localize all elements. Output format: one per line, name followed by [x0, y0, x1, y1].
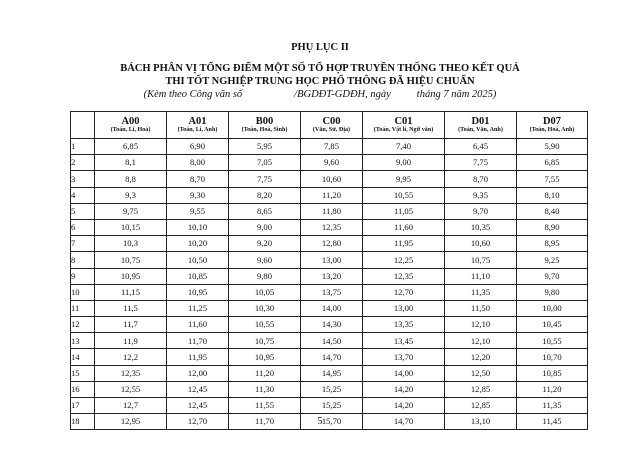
column-header-d07: [517, 112, 588, 139]
score-cell: 7,05: [229, 155, 301, 171]
score-cell: 10,30: [229, 300, 301, 316]
score-cell: 11,15: [95, 284, 167, 300]
score-cell: 10,20: [167, 236, 229, 252]
subtitle-part-2: /BGDĐT-GDĐH, ngày: [294, 89, 391, 100]
score-cell: 13,00: [363, 300, 445, 316]
score-cell: 10,55: [517, 333, 588, 349]
score-cell: 8,65: [229, 203, 301, 219]
score-cell: 12,25: [363, 252, 445, 268]
row-index: 8: [71, 252, 95, 268]
column-code: C00: [322, 116, 341, 128]
column-header-b00: [229, 112, 301, 139]
table-row: [71, 300, 588, 316]
column-code: B00: [255, 116, 274, 128]
row-index: 14: [71, 349, 95, 365]
column-subjects: (Toán, Hoá, Sinh): [241, 127, 288, 134]
score-cell: 11,5: [95, 300, 167, 316]
column-code: D07: [542, 116, 562, 128]
score-cell: 8,20: [229, 187, 301, 203]
score-cell: 12,50: [445, 365, 517, 381]
column-header-d01: [445, 112, 517, 139]
score-cell: 11,20: [229, 365, 301, 381]
score-cell: 8,00: [167, 155, 229, 171]
score-cell: 11,80: [301, 203, 363, 219]
table-row: [71, 381, 588, 397]
column-subjects: (Toán, Lí, Anh): [177, 127, 218, 134]
score-cell: 9,60: [301, 155, 363, 171]
score-cell: 7,75: [445, 155, 517, 171]
score-cell: 9,95: [363, 171, 445, 187]
document-title-line-2: THI TỐT NGHIỆP TRUNG HỌC PHỔ THÔNG ĐÃ HIỆU CHUẨN: [165, 76, 475, 87]
score-cell: 14,20: [363, 381, 445, 397]
score-cell: 10,60: [445, 236, 517, 252]
score-cell: 11,30: [229, 381, 301, 397]
column-subjects: (Văn, Sử, Địa): [312, 127, 351, 134]
row-index: 6: [71, 219, 95, 235]
score-cell: 10,10: [167, 219, 229, 235]
column-subjects: (Toán, Văn, Anh): [458, 127, 503, 134]
score-cell: 7,55: [517, 171, 588, 187]
score-cell: 12,70: [167, 414, 229, 430]
table-row: [71, 219, 588, 235]
score-cell: 10,85: [167, 268, 229, 284]
score-cell: 14,50: [301, 333, 363, 349]
score-cell: 5,90: [517, 139, 588, 155]
score-cell: 5,95: [229, 139, 301, 155]
score-cell: 10,95: [95, 268, 167, 284]
column-header-c00: [301, 112, 363, 139]
score-cell: 12,85: [445, 398, 517, 414]
score-cell: 9,70: [445, 203, 517, 219]
score-cell: 11,45: [517, 414, 588, 430]
column-header-a01: [167, 112, 229, 139]
score-cell: 12,95: [95, 414, 167, 430]
score-cell: 10,00: [517, 300, 588, 316]
score-cell: 8,70: [167, 171, 229, 187]
score-cell: 13,75: [301, 284, 363, 300]
score-cell: 14,70: [363, 414, 445, 430]
score-cell: 6,45: [445, 139, 517, 155]
row-index: 10: [71, 284, 95, 300]
document-subtitle: [0, 89, 640, 100]
subtitle-part-1: (Kèm theo Công văn số: [143, 89, 243, 100]
row-index: 18: [71, 414, 95, 430]
score-cell: 7,85: [301, 139, 363, 155]
column-code: A00: [121, 116, 140, 128]
score-cell: 9,55: [167, 203, 229, 219]
score-cell: 8,95: [517, 236, 588, 252]
row-index: 15: [71, 365, 95, 381]
score-cell: 8,40: [517, 203, 588, 219]
score-cell: 9,35: [445, 187, 517, 203]
score-cell: 15,70: [301, 414, 363, 430]
score-cell: 10,75: [445, 252, 517, 268]
score-cell: 11,20: [517, 381, 588, 397]
table-row: [71, 284, 588, 300]
score-cell: 6,85: [517, 155, 588, 171]
score-cell: 11,50: [445, 300, 517, 316]
score-cell: 9,75: [95, 203, 167, 219]
score-cell: 12,35: [363, 268, 445, 284]
score-cell: 7,75: [229, 171, 301, 187]
score-cell: 13,00: [301, 252, 363, 268]
table-header-row: [71, 112, 588, 139]
score-cell: 11,7: [95, 317, 167, 333]
row-index: 17: [71, 398, 95, 414]
score-cell: 11,9: [95, 333, 167, 349]
score-cell: 12,85: [445, 381, 517, 397]
score-cell: 12,10: [445, 333, 517, 349]
score-cell: 11,70: [229, 414, 301, 430]
column-code: C01: [394, 116, 413, 128]
score-cell: 10,50: [167, 252, 229, 268]
score-cell: 10,95: [229, 349, 301, 365]
row-index: 13: [71, 333, 95, 349]
score-cell: 10,45: [517, 317, 588, 333]
table-row: [71, 252, 588, 268]
score-cell: 12,00: [167, 365, 229, 381]
score-cell: 8,90: [517, 219, 588, 235]
table-row: [71, 139, 588, 155]
score-cell: 15,25: [301, 381, 363, 397]
score-cell: 9,3: [95, 187, 167, 203]
score-cell: 11,55: [229, 398, 301, 414]
score-cell: 13,20: [301, 268, 363, 284]
column-subjects: (Toán, Lí, Hoá): [110, 127, 151, 134]
score-cell: 10,85: [517, 365, 588, 381]
score-cell: 6,90: [167, 139, 229, 155]
score-cell: 9,00: [229, 219, 301, 235]
document-title-line-1: BÁCH PHÂN VỊ TỔNG ĐIỂM MỘT SỐ TỔ HỢP TRUYỀN THỐNG THEO KẾT QUẢ: [120, 63, 520, 74]
score-cell: 11,25: [167, 300, 229, 316]
column-header-a00: [95, 112, 167, 139]
column-code: D01: [471, 116, 490, 128]
score-cell: 11,70: [167, 333, 229, 349]
score-cell: 10,75: [229, 333, 301, 349]
column-subjects: (Toán, Vật lí, Ngữ văn): [373, 127, 434, 134]
table-row: [71, 236, 588, 252]
score-cell: 10,35: [445, 219, 517, 235]
score-cell: 13,10: [445, 414, 517, 430]
score-cell: 8,8: [95, 171, 167, 187]
score-cell: 10,05: [229, 284, 301, 300]
score-cell: 10,70: [517, 349, 588, 365]
score-cell: 9,60: [229, 252, 301, 268]
table-row: [71, 317, 588, 333]
table-row: [71, 187, 588, 203]
score-cell: 9,80: [517, 284, 588, 300]
score-cell: 11,35: [517, 398, 588, 414]
table-row: [71, 365, 588, 381]
score-cell: 9,00: [363, 155, 445, 171]
score-cell: 10,60: [301, 171, 363, 187]
table-row: [71, 203, 588, 219]
appendix-title: PHỤ LỤC II: [291, 42, 349, 53]
row-index: 9: [71, 268, 95, 284]
score-cell: 11,60: [167, 317, 229, 333]
score-cell: 12,45: [167, 398, 229, 414]
score-cell: 6,85: [95, 139, 167, 155]
score-cell: 9,25: [517, 252, 588, 268]
score-cell: 15,25: [301, 398, 363, 414]
table-row: [71, 155, 588, 171]
row-index: 1: [71, 139, 95, 155]
table-row: [71, 349, 588, 365]
score-cell: 14,95: [301, 365, 363, 381]
score-cell: 11,95: [167, 349, 229, 365]
column-header-c01: [363, 112, 445, 139]
score-cell: 11,20: [301, 187, 363, 203]
score-cell: 10,55: [363, 187, 445, 203]
row-index: 16: [71, 381, 95, 397]
score-cell: 7,40: [363, 139, 445, 155]
score-cell: 12,20: [445, 349, 517, 365]
score-cell: 10,55: [229, 317, 301, 333]
header-index-cell: [71, 112, 95, 139]
score-cell: 14,20: [363, 398, 445, 414]
score-cell: 12,2: [95, 349, 167, 365]
score-cell: 9,30: [167, 187, 229, 203]
score-cell: 10,15: [95, 219, 167, 235]
score-cell: 11,35: [445, 284, 517, 300]
row-index: 12: [71, 317, 95, 333]
score-cell: 12,55: [95, 381, 167, 397]
score-cell: 11,10: [445, 268, 517, 284]
score-cell: 11,60: [363, 219, 445, 235]
score-cell: 12,7: [95, 398, 167, 414]
column-subjects: (Toán, Hoá, Anh): [529, 127, 575, 134]
row-index: 7: [71, 236, 95, 252]
row-index: 2: [71, 155, 95, 171]
table-row: [71, 171, 588, 187]
row-index: 3: [71, 171, 95, 187]
subtitle-part-3: tháng 7 năm 2025): [416, 89, 497, 100]
score-cell: 12,70: [363, 284, 445, 300]
table-row: [71, 333, 588, 349]
score-cell: 12,35: [95, 365, 167, 381]
score-cell: 12,80: [301, 236, 363, 252]
score-cell: 11,05: [363, 203, 445, 219]
score-cell: 14,30: [301, 317, 363, 333]
score-cell: 12,35: [301, 219, 363, 235]
score-cell: 12,45: [167, 381, 229, 397]
score-cell: 13,70: [363, 349, 445, 365]
score-cell: 14,00: [301, 300, 363, 316]
table-row: [71, 398, 588, 414]
score-cell: 8,70: [445, 171, 517, 187]
score-cell: 9,80: [229, 268, 301, 284]
score-cell: 9,70: [517, 268, 588, 284]
score-cell: 12,10: [445, 317, 517, 333]
percentile-table: [70, 111, 588, 430]
row-index: 4: [71, 187, 95, 203]
score-cell: 8,1: [95, 155, 167, 171]
score-cell: 13,35: [363, 317, 445, 333]
score-cell: 14,00: [363, 365, 445, 381]
table-body: [71, 139, 588, 430]
score-cell: 9,20: [229, 236, 301, 252]
score-cell: 10,75: [95, 252, 167, 268]
score-cell: 10,95: [167, 284, 229, 300]
score-cell: 8,10: [517, 187, 588, 203]
score-cell: 10,3: [95, 236, 167, 252]
score-cell: 11,95: [363, 236, 445, 252]
row-index: 5: [71, 203, 95, 219]
score-cell: 13,45: [363, 333, 445, 349]
score-cell: 14,70: [301, 349, 363, 365]
page-number: 5: [317, 416, 323, 427]
row-index: 11: [71, 300, 95, 316]
table-row: [71, 268, 588, 284]
column-code: A01: [188, 116, 207, 128]
